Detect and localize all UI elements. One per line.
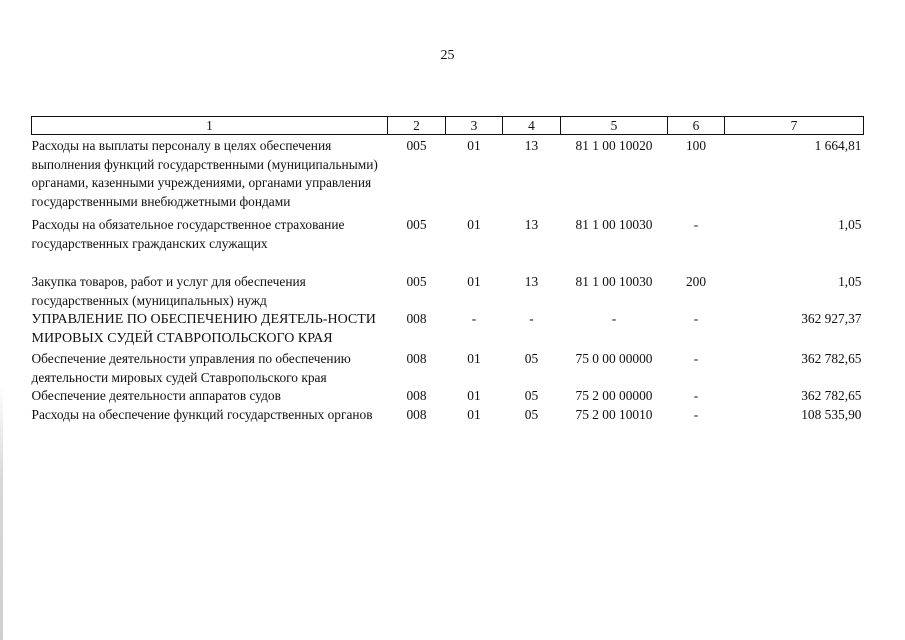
row-col-6: -: [693, 351, 699, 366]
header-row: [32, 117, 864, 135]
header-col-4: 4: [503, 117, 561, 135]
row-col-5: 75 2 00 00000: [575, 388, 653, 403]
row-col-4: 13: [524, 138, 539, 153]
row-col-4: 13: [524, 217, 539, 232]
row-col-6: -: [693, 217, 699, 232]
row-name: Расходы на обеспечение функций государственных органов: [31, 406, 373, 422]
row-col-5: -: [611, 311, 617, 326]
table-row: [32, 406, 864, 425]
row-col-3: 01: [467, 138, 481, 153]
row-col-2: 008: [406, 406, 427, 422]
row-amount: 1,05: [838, 217, 862, 232]
page-number: 25: [440, 48, 455, 63]
row-amount: 362 782,65: [801, 388, 862, 403]
table-row: [32, 253, 864, 310]
row-name: Расходы на выплаты персоналу в целях обеспечения выполнения функций государственными (муниципальными) органами, казенными учреждениями, органами управления государственными внебюджетными фондами: [31, 138, 378, 209]
header-col-5: 5: [561, 117, 668, 135]
header-col-7: 7: [725, 117, 864, 135]
row-col-6: -: [693, 311, 699, 326]
header-col-2: 2: [388, 117, 446, 135]
row-col-2: 008: [406, 311, 427, 326]
row-amount: 108 535,90: [801, 406, 862, 422]
scan-edge: [0, 0, 3, 640]
row-col-3: -: [471, 311, 477, 326]
row-col-4: 05: [524, 406, 539, 422]
row-col-3: 01: [467, 388, 481, 403]
row-col-3: 01: [467, 351, 481, 366]
row-col-2: 005: [406, 274, 427, 289]
header-col-6: 6: [668, 117, 725, 135]
row-amount: 362 927,37: [801, 311, 862, 326]
row-col-3: 01: [467, 217, 481, 232]
row-col-6: -: [693, 388, 699, 403]
row-col-5: 81 1 00 10030: [575, 274, 653, 289]
row-name: Расходы на обязательное государственное страхование государственных гражданских служащих: [31, 217, 345, 251]
row-col-5: 75 0 00 00000: [575, 351, 653, 366]
row-col-2: 005: [406, 217, 427, 232]
header-col-3: 3: [446, 117, 503, 135]
budget-table: [31, 116, 864, 424]
header-col-1: 1: [32, 117, 388, 135]
table-row: [32, 135, 864, 212]
row-col-5: 81 1 00 10030: [575, 217, 653, 232]
row-col-2: 005: [406, 138, 427, 153]
table-row: [32, 211, 864, 253]
row-amount: 1 664,81: [814, 138, 862, 153]
row-col-3: 01: [467, 406, 481, 422]
table-row: [32, 387, 864, 406]
row-amount: 362 782,65: [801, 351, 862, 366]
row-col-6: 200: [685, 274, 707, 289]
row-col-2: 008: [406, 388, 427, 403]
table-row: [32, 348, 864, 387]
row-col-4: -: [529, 311, 534, 326]
row-name: Обеспечение деятельности управления по обеспечению деятельности мировых судей Ставропольского края: [31, 351, 351, 385]
row-col-5: 81 1 00 10020: [575, 138, 653, 153]
row-col-3: 01: [467, 274, 481, 289]
row-col-6: -: [693, 406, 699, 422]
row-col-4: 05: [524, 351, 539, 366]
row-name: Закупка товаров, работ и услуг для обеспечения государственных (муниципальных) нужд: [31, 274, 306, 308]
row-col-5: 75 2 00 10010: [575, 406, 653, 422]
row-col-4: 13: [524, 274, 539, 289]
table-row: [32, 310, 864, 348]
row-name: Обеспечение деятельности аппаратов судов: [31, 388, 281, 403]
row-amount: 1,05: [838, 274, 862, 289]
row-col-2: 008: [406, 351, 427, 366]
row-name: УПРАВЛЕНИЕ ПО ОБЕСПЕЧЕНИЮ ДЕЯТЕЛЬ-НОСТИ МИРОВЫХ СУДЕЙ СТАВРОПОЛЬСКОГО КРАЯ: [31, 312, 376, 346]
row-col-4: 05: [524, 388, 539, 403]
row-col-6: 100: [685, 138, 707, 153]
